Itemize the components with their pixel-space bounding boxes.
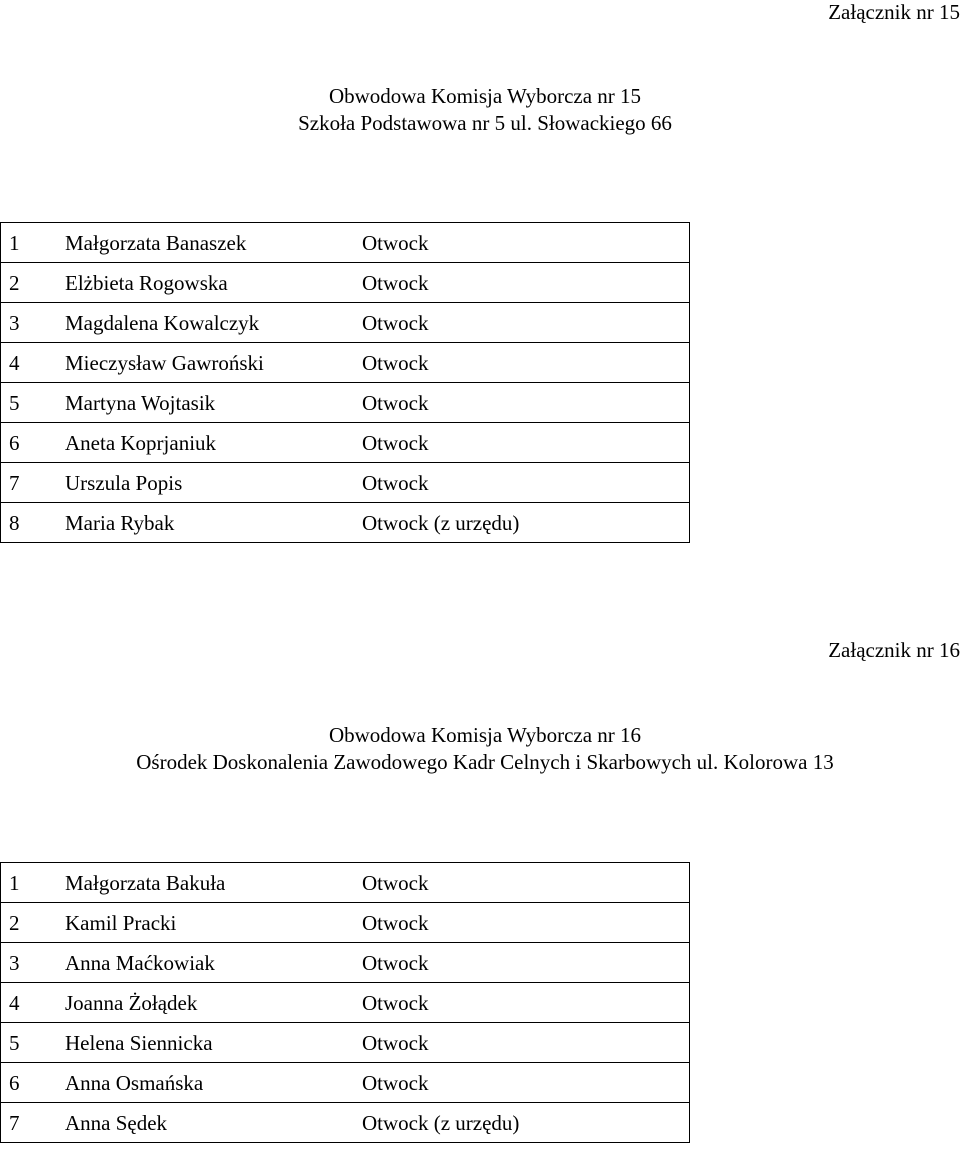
table-row: [1, 1063, 690, 1103]
member-name: Kamil Pracki: [57, 903, 354, 943]
table-row: [1, 223, 690, 263]
member-place: Otwock: [354, 223, 690, 263]
table-row: [1, 383, 690, 423]
member-name: Anna Maćkowiak: [57, 943, 354, 983]
commission-location: Ośrodek Doskonalenia Zawodowego Kadr Celnych i Skarbowych ul. Kolorowa 13: [136, 750, 834, 774]
member-place: Otwock: [354, 903, 690, 943]
member-number: 6: [1, 423, 58, 463]
member-number: 4: [1, 343, 58, 383]
member-name: Anna Osmańska: [57, 1063, 354, 1103]
table-row: [1, 943, 690, 983]
table-row: [1, 343, 690, 383]
member-place: Otwock (z urzędu): [354, 1103, 690, 1143]
member-name: Anna Sędek: [57, 1103, 354, 1143]
member-place: Otwock: [354, 263, 690, 303]
member-number: 1: [1, 863, 58, 903]
member-place: Otwock: [354, 383, 690, 423]
table-row: [1, 463, 690, 503]
member-name: Urszula Popis: [57, 463, 354, 503]
member-name: Małgorzata Bakuła: [57, 863, 354, 903]
commission-heading: [0, 722, 960, 776]
member-place: Otwock: [354, 983, 690, 1023]
table-row: [1, 1103, 690, 1143]
member-number: 1: [1, 223, 58, 263]
table-row: [1, 423, 690, 463]
member-number: 5: [1, 1023, 58, 1063]
member-place: Otwock: [354, 423, 690, 463]
commission-name: Obwodowa Komisja Wyborcza nr 15: [328, 84, 642, 108]
member-number: 7: [1, 1103, 58, 1143]
member-name: Aneta Koprjaniuk: [57, 423, 354, 463]
table-row: [1, 983, 690, 1023]
member-place: Otwock: [354, 303, 690, 343]
member-place: Otwock: [354, 1063, 690, 1103]
member-place: Otwock: [354, 943, 690, 983]
member-name: Elżbieta Rogowska: [57, 263, 354, 303]
member-name: Magdalena Kowalczyk: [57, 303, 354, 343]
commission-name: Obwodowa Komisja Wyborcza nr 16: [328, 723, 642, 747]
member-place: Otwock: [354, 1023, 690, 1063]
member-number: 2: [1, 263, 58, 303]
table-row: [1, 303, 690, 343]
members-table: [0, 862, 690, 1143]
member-number: 3: [1, 303, 58, 343]
member-number: 4: [1, 983, 58, 1023]
member-number: 6: [1, 1063, 58, 1103]
member-place: Otwock (z urzędu): [354, 503, 690, 543]
table-row: [1, 263, 690, 303]
member-number: 3: [1, 943, 58, 983]
member-place: Otwock: [354, 463, 690, 503]
member-name: Joanna Żołądek: [57, 983, 354, 1023]
annex-title: Załącznik nr 16: [828, 638, 960, 662]
member-number: 7: [1, 463, 58, 503]
table-row: [1, 1023, 690, 1063]
member-name: Mieczysław Gawroński: [57, 343, 354, 383]
member-name: Martyna Wojtasik: [57, 383, 354, 423]
member-name: Małgorzata Banaszek: [57, 223, 354, 263]
member-name: Maria Rybak: [57, 503, 354, 543]
table-row: [1, 503, 690, 543]
member-place: Otwock: [354, 343, 690, 383]
member-number: 2: [1, 903, 58, 943]
member-name: Helena Siennicka: [57, 1023, 354, 1063]
annex-title: Załącznik nr 15: [828, 0, 960, 24]
member-place: Otwock: [354, 863, 690, 903]
table-row: [1, 863, 690, 903]
table-row: [1, 903, 690, 943]
commission-location: Szkoła Podstawowa nr 5 ul. Słowackiego 66: [298, 111, 672, 135]
commission-heading: [0, 83, 960, 137]
member-number: 8: [1, 503, 58, 543]
members-table: [0, 222, 690, 543]
member-number: 5: [1, 383, 58, 423]
